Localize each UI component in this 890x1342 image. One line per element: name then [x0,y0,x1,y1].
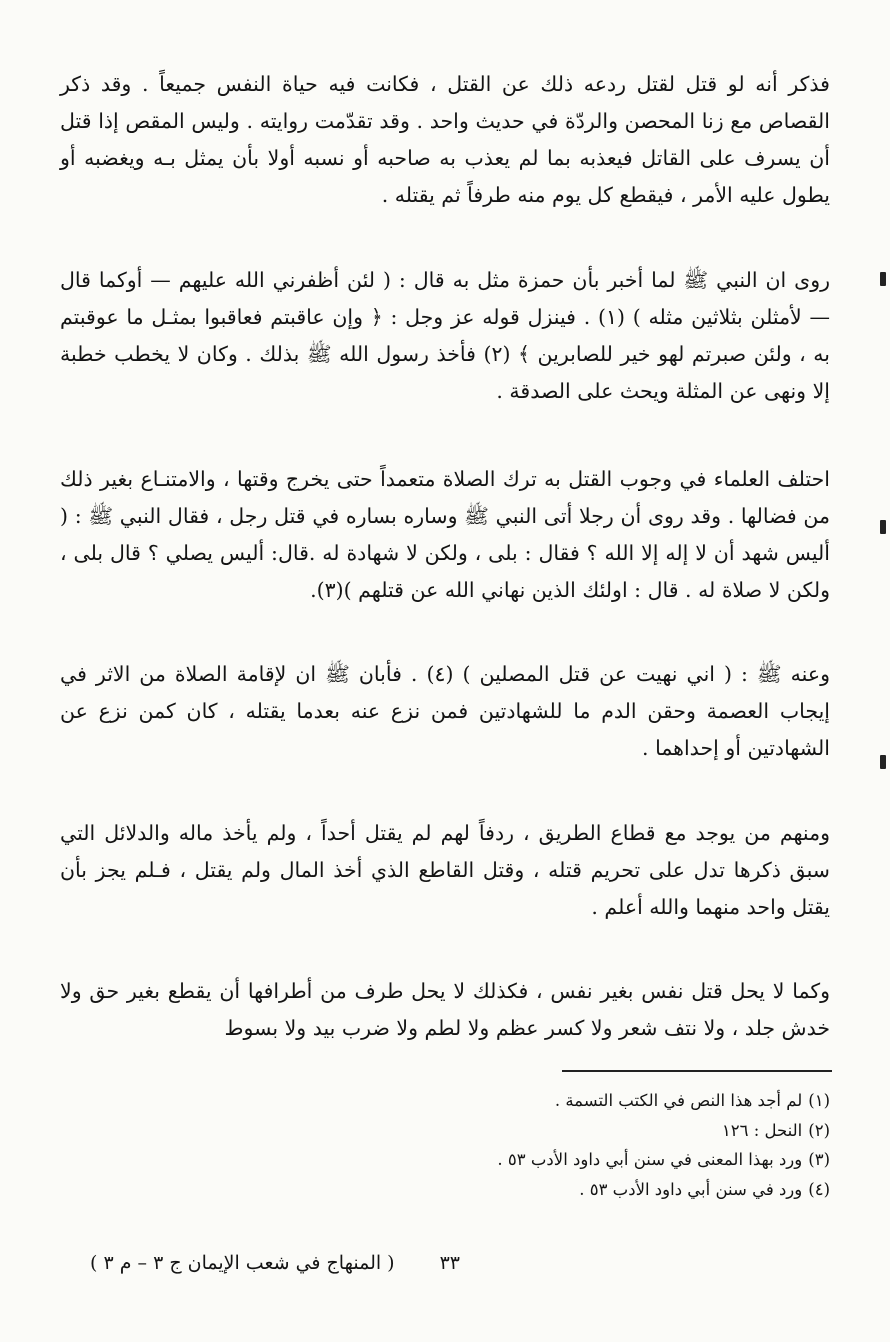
footnote-2 [370,1116,830,1146]
running-title: ( المنهاج في شعب الإيمان ج ٣ – م ٣ ) [90,1252,395,1274]
footnote-separator [562,1070,832,1072]
footnote-number: (٢) [808,1120,830,1140]
paragraph-3: احتلف العلماء في وجوب القتل به ترك الصلاة متعمداً حتى يخرج وقتها ، والامتنـاع بغير ذلك من فضالها . وقد روى أن رجلا أتى النبي ﷺ وساره بساره في قتل رجل ، فقال النبي ﷺ : ( أليس شهد أن لا إله إلا الله ؟ فقال : بلى ، ولكن لا شهادة له .قال: أليس يصلي ؟ قال بلى ، ولكن لا صلاة له . قال : اولئك الذين نهاني الله عن قتلهم )(٣). [60,467,830,602]
footnote-text: النحل : ١٢٦ [721,1120,803,1140]
paragraph-2: روى ان النبي ﷺ لما أخبر بأن حمزة مثل به قال : ( لئن أظفرني الله عليهم — أوكما قال — لأمثلن بثلاثين مثله ) (١) . فينزل قوله عز وجل : ﴿ وإن عاقبتم فعاقبوا بمثـل ما عوقبتم به ، ولئن صبرتم لهو خير للصابرين ﴾ (٢) فأخذ رسول الله ﷺ بذلك . وكان لا يخطب خطبة إلا ونهى عن المثلة ويحث على الصدقة . [60,268,830,403]
footnote-text: ورد بهذا المعنى في سنن أبي داود الأدب ٥٣ . [497,1150,803,1169]
footnote-4 [370,1175,830,1205]
footnote-3 [370,1145,830,1175]
paragraph-5: ومنهم من يوجد مع قطاع الطريق ، ردفاً لهم لم يقتل أحداً ، ولم يأخذ ماله والدلائل التي سبق ذكرها تدل على تحريم قتله ، وقتل القاطع الذي أخذ المال ولم يقتل ، فـلم يجز بأن يقتل واحد منهما والله أعلم . [60,821,830,919]
paragraph-1: فذكر أنه لو قتل لقتل ردعه ذلك عن القتل ، فكانت فيه حياة النفس جميعاً . وقد ذكر القصاص مع زنا المحصن والردّة في حديث واحد . وقد تقدّمت روايته . وليس المقص إذا قتل أن يسرف على القاتل فيعذبه بما لم يعذب به صاحبه أو نسبه أولا بأن يمثل بـه ويغضبه أو يطول عليه الأمر ، فيقطع كل يوم منه طرفاً ثم يقتله . [60,72,830,207]
footnote-text: ورد في سنن أبي داود الأدب ٥٣ . [579,1179,803,1199]
paragraph-4: وعنه ﷺ : ( اني نهيت عن قتل المصلين ) (٤) . فأبان ﷺ ان لإقامة الصلاة من الاثر في إيجاب العصمة وحقن الدم ما للشهادتين فمن نزع عنه بعدما يقتله ، كان كمن نزع عن الشهادتين أو إحداهما . [60,662,830,760]
margin-mark [880,520,886,534]
page-number: ٣٣ [439,1252,460,1274]
margin-mark [880,755,886,769]
footnote-1 [370,1086,830,1116]
footnote-number: (١) [808,1091,830,1110]
footnote-number: (٤) [808,1179,830,1199]
margin-mark [880,272,886,286]
footnotes [370,1086,830,1204]
paragraph-6: وكما لا يحل قتل نفس بغير نفس ، فكذلك لا يحل طرف من أطرافها أن يقطع بغير حق ولا خدش جلد ، ولا نتف شعر ولا كسر عظم ولا لطم ولا ضرب بيد ولا بسوط [60,979,830,1040]
footnote-number: (٣) [808,1150,830,1169]
page-footer [80,1252,830,1282]
footnote-text: لم أجد هذا النص في الكتب التسمة . [554,1091,803,1110]
